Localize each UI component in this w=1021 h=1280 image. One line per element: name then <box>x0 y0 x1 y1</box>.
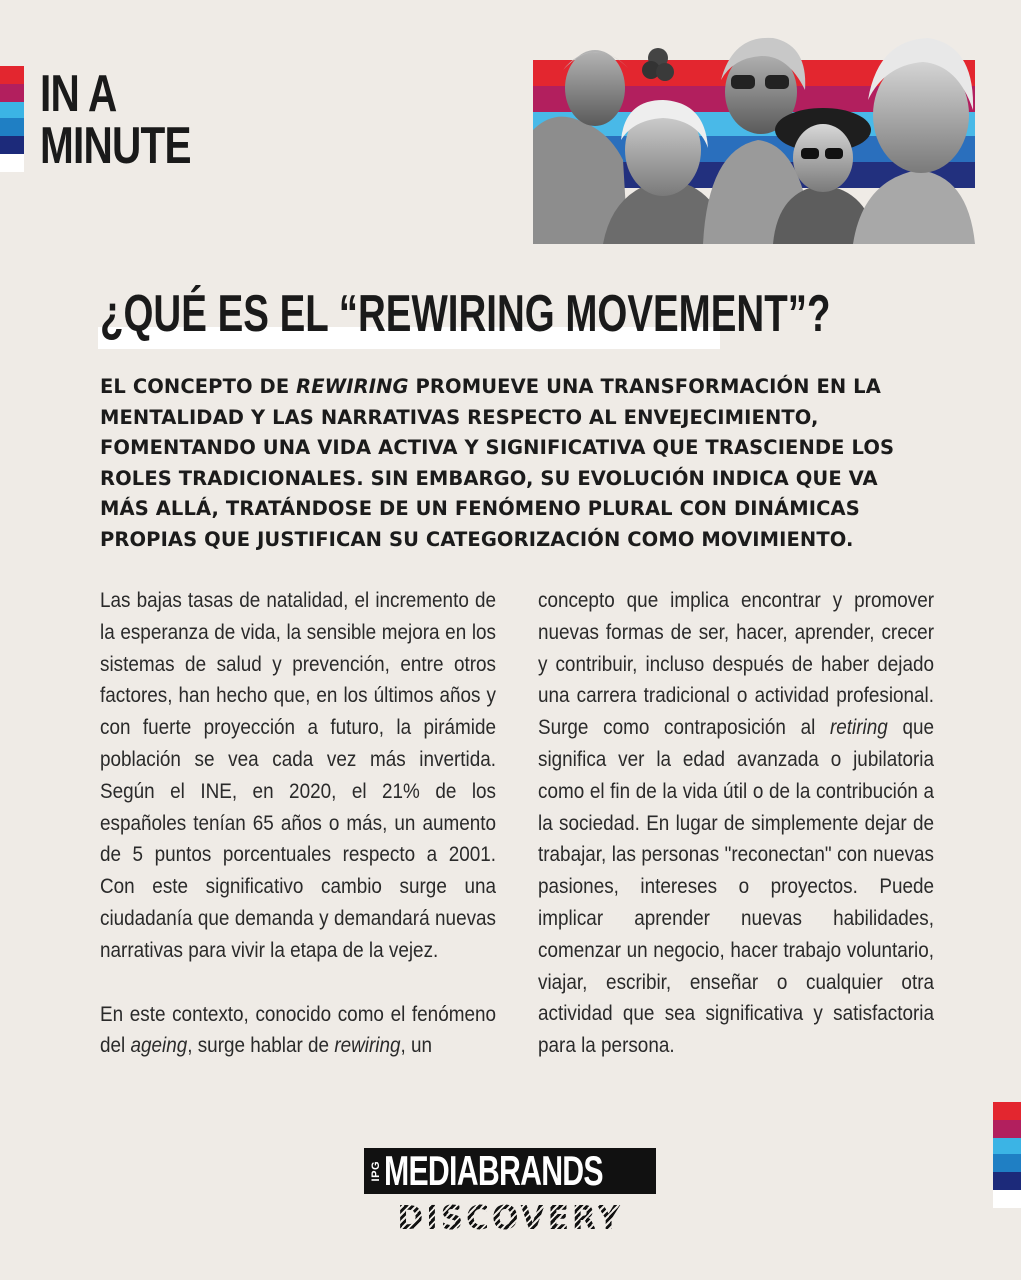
photo-collage-icon <box>533 30 975 244</box>
text-emphasis: rewiring <box>334 1034 401 1058</box>
logo-discovery: DISCOVERY <box>371 1198 648 1237</box>
brand-stripes-top-left <box>0 66 24 172</box>
logo-mediabrands: MEDIABRANDS <box>384 1147 603 1194</box>
logo-ipg: IPG <box>370 1160 382 1182</box>
article-title-block <box>100 283 1021 345</box>
body-column-right <box>538 585 934 1062</box>
lead-emphasis: REWIRING <box>296 375 409 398</box>
section-kicker <box>40 65 191 175</box>
text-run: , surge hablar de <box>187 1034 335 1058</box>
text-run: En este contexto, conocido como el fenómeno del <box>100 1002 496 1058</box>
logo-mediabrands-bar <box>364 1148 656 1194</box>
brand-stripes-bottom-right <box>993 1102 1021 1208</box>
kicker-line-1: IN A <box>40 65 117 123</box>
text-run: concepto que implica encontrar y promover nuevas formas de ser, hacer, aprender, crecer y contribuir, incluso después de haber dejado una carrera tradicional o actividad profesional. Surge como contraposición al <box>538 589 934 740</box>
lead-text-2: PROMUEVE UNA TRANSFORMACIÓN EN LA MENTALIDAD Y LAS NARRATIVAS RESPECTO AL ENVEJECIMIENTO, FOMENTANDO UNA VIDA ACTIVA Y SIGNIFICATIVA QUE TRASCIENDE LOS ROLES TRADICIONALES. SIN EMBARGO, SU EVOLUCIÓN INDICA QUE VA MÁS ALLÁ, TRATÁNDOSE DE UN FENÓMENO PLURAL CON DINÁMICAS PROPIAS QUE JUSTIFICAN SU CATEGORIZACIÓN COMO MOVIMIENTO. <box>100 375 895 551</box>
text-emphasis: retiring <box>829 716 888 740</box>
paragraph <box>100 999 496 1063</box>
lead-text-1: EL CONCEPTO DE <box>100 375 297 398</box>
paragraph: Las bajas tasas de natalidad, el incremento de la esperanza de vida, la sensible mejora en los sistemas de salud y prevención, entre otros factores, han hecho que, en los últimos años y con fuerte proyección a futuro, la pirámide población se vea cada vez más invertida. Según el INE, en 2020, el 21% de los españoles tenían 65 años o más, un aumento de 5 puntos porcentuales respecto a 2001. Con este significativo cambio surge una ciudadanía que demanda y demandará nuevas narrativas para vivir la etapa de la vejez. <box>100 589 496 962</box>
article-title: ¿QUÉ ES EL “REWIRING MOVEMENT”? <box>100 285 831 343</box>
article-lead <box>100 372 930 555</box>
text-emphasis: ageing <box>130 1034 188 1058</box>
text-run: , un <box>400 1034 433 1058</box>
paragraph <box>538 585 934 1062</box>
text-run: que significa ver la edad avanzada o jubilatoria como el fin de la vida útil o de la contribución a la sociedad. En lugar de simplemente dejar de trabajar, las personas "reconectan" con nuevas pasiones, intereses o proyectos. Puede implicar aprender nuevas habilidades, comenzar un negocio, hacer trabajo voluntario, viajar, escribir, enseñar o cualquier otra actividad que sea significativa y satisfactoria para la persona. <box>538 716 934 1058</box>
kicker-line-2: MINUTE <box>40 117 191 175</box>
collage-figures <box>533 30 975 244</box>
mediabrands-discovery-logo <box>364 1148 656 1237</box>
body-column-left <box>100 585 496 1062</box>
